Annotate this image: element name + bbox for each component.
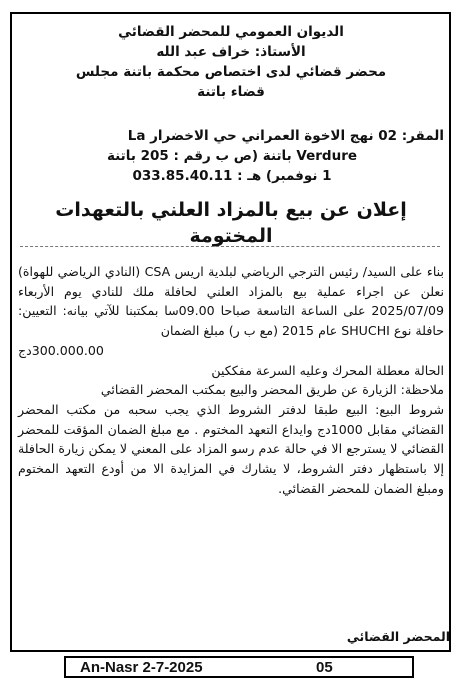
notice-body — [18, 262, 444, 498]
body-paragraph-condition: الحالة معطلة المحرك وعليه السرعة مفككين — [211, 362, 444, 378]
notice-title: إعلان عن بيع بالمزاد العلني بالتعهدات المختومة — [55, 199, 407, 247]
address-line-1: المقر: 02 نهج الاخوة العمراني حي الاخضرار La — [127, 128, 444, 144]
bailiff-name: الأستاذ: خراف عبد الله — [156, 44, 306, 60]
notice-header — [14, 22, 448, 102]
office-address — [20, 126, 444, 186]
bailiff-jurisdiction-cont: قضاء باتنة — [197, 84, 265, 100]
publication-date: An-Nasr 2-7-2025 — [80, 659, 203, 676]
divider — [20, 246, 440, 247]
bailiff-jurisdiction: محضر قضائي لدى اختصاص محكمة باتنة مجلس — [75, 64, 387, 80]
signature: المحضر القضائي — [346, 629, 450, 644]
address-line-3: 1 نوفمبر) هـ : 033.85.40.11 — [132, 168, 332, 184]
guarantee-amount: 300.000.00دج — [18, 342, 104, 358]
body-paragraph-terms: شروط البيع: البيع طبقا لدفتر الشروط الذي يجب سحبه من مكتب المحضر القضائي مقابل 1000دج وايداع التعهد المختوم . مع مبلغ الضمان المؤقت للمحضر القضائي لا يسترجع الا في حالة عدم رسو المزاد على المعني لا يمكن زيارة الحافلة إلا باستظهار دفتر الشروط، لا يشارك في المزايدة الا من أودع التعهد المختوم ومبلغ الضمان للمحضر القضائي. — [18, 401, 444, 496]
body-paragraph-intro: بناء على السيد/ رئيس الترجي الرياضي لبلدية اريس CSA (النادي الرياضي للهواة) نعلن عن اجراء عملية بيع بالمزاد العلني لحافلة ملك للنادي يوم الأربعاء 2025/07/09 على الساعة التاسعة صباحا 09.00سا بمكتبنا للآتي بيانه: التعيين: حافلة نوع SHUCHI عام 2015 (مع ب ر) مبلغ الضمان — [18, 264, 444, 339]
publication-footer — [64, 656, 414, 678]
address-line-2: Verdure باتنة (ص ب رقم : 205 باتنة — [106, 148, 358, 164]
office-name: الديوان العمومي للمحضر القضائي — [118, 24, 344, 40]
body-paragraph-note: ملاحظة: الزيارة عن طريق المحضر والبيع بمكتب المحضر القضائي — [100, 382, 444, 398]
page-number: 05 — [316, 659, 333, 676]
